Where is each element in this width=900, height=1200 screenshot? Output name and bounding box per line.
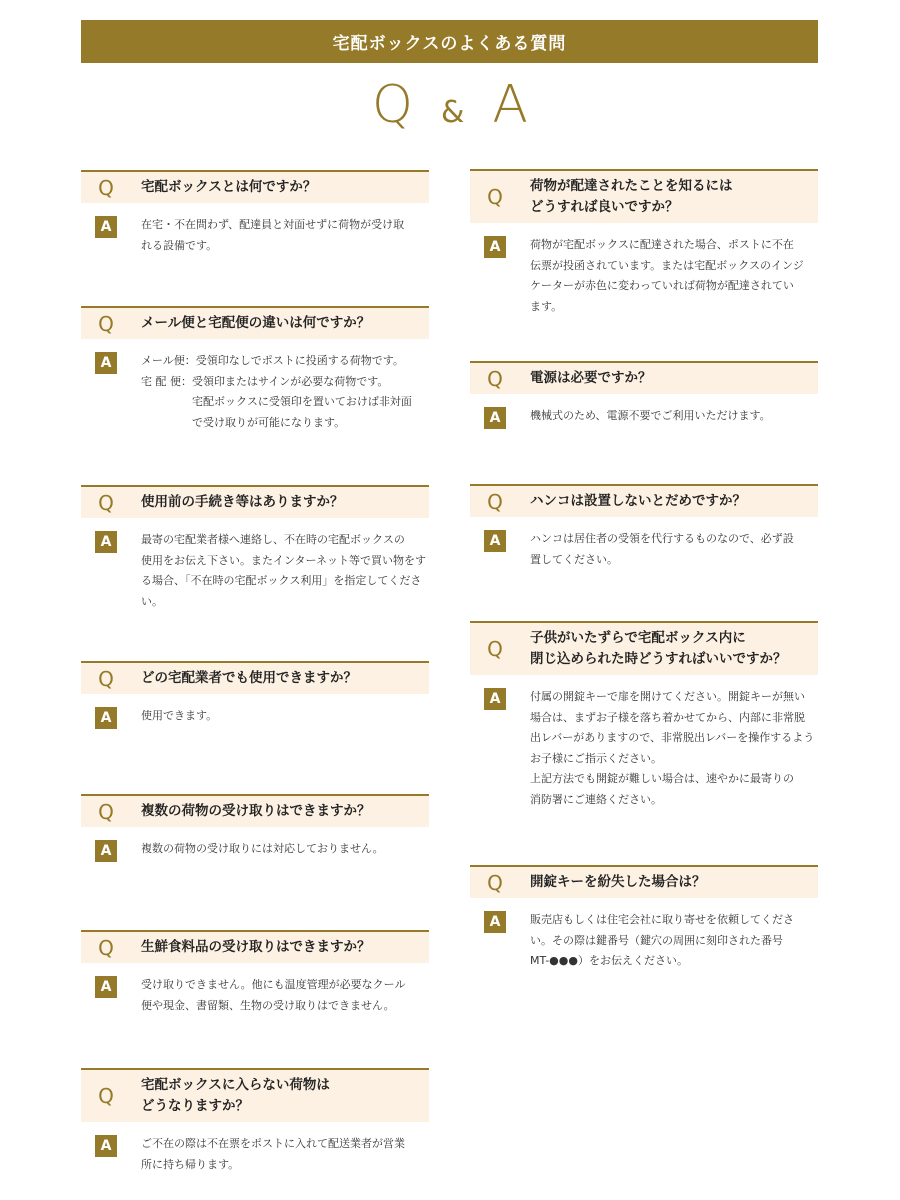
question-bar (81, 794, 429, 827)
page-header (81, 20, 818, 63)
question-text (131, 1070, 429, 1122)
answer-badge: A (95, 216, 117, 238)
faq-item (470, 865, 818, 972)
question-mark: Q (98, 1084, 114, 1108)
answer-line: れる設備です。 (141, 238, 218, 252)
question-bar (470, 621, 818, 675)
question-mark: Q (98, 666, 114, 691)
answer-badge: A (95, 976, 117, 998)
question-line: どうすれば良いですか？ (530, 199, 679, 215)
answer-line: お子様にご指示ください。 (530, 751, 662, 765)
answer-line: 便や現金、書留類、生物の受け取りはできません。 (141, 998, 395, 1012)
answer-line: 場合は、まずお子様を落ち着かせてから、内部に非常脱 (530, 710, 805, 724)
answer-row (470, 910, 818, 972)
faq-item (81, 306, 429, 433)
answer-badge: A (484, 236, 506, 258)
question-mark: Q (487, 637, 503, 661)
answer-line: る場合、「不在時の宅配ボックス利用」を指定してくださ (141, 574, 422, 587)
answer-line: 複数の荷物の受け取りには対応しておりません。 (141, 842, 384, 855)
definition-desc (196, 351, 429, 372)
question-bar (81, 661, 429, 694)
answer-line: 受領印なしでポストに投函する荷物です。 (195, 354, 404, 367)
answer-badge: A (95, 840, 117, 862)
question-bar (470, 865, 818, 898)
question-mark: Q (98, 935, 114, 960)
question-line: どの宅配業者でも使用できますか？ (141, 670, 357, 686)
answer-line: 受領印またはサインが必要な荷物です。 (192, 374, 389, 388)
answer-row (470, 406, 818, 429)
answer-text (141, 351, 429, 433)
question-bar (81, 485, 429, 518)
answer-line: 上記方法でも開錠が難しい場合は、速やかに最寄りの (530, 772, 794, 785)
answer-badge: A (95, 531, 117, 553)
faq-item (81, 661, 429, 729)
question-line: 生鮮食料品の受け取りはできますか？ (141, 939, 371, 955)
question-line: 電源は必要ですか？ (530, 370, 652, 386)
answer-row (81, 530, 429, 612)
answer-badge: A (484, 911, 506, 933)
answer-row (470, 687, 818, 810)
answer-line: MT-●●●）をお伝えください。 (530, 954, 688, 967)
answer-text (530, 235, 818, 317)
answer-line: 最寄の宅配業者様へ連絡し、不在時の宅配ボックスの (141, 533, 405, 546)
question-mark: Q (487, 870, 503, 895)
answer-line: 伝票が投函されています。または宅配ボックスのインジ (530, 258, 804, 272)
answer-badge: A (484, 407, 506, 429)
answer-line: ケーターが赤色に変わっていれば荷物が配達されてい (530, 279, 794, 292)
answer-text (530, 406, 818, 427)
answer-line: い。その際は鍵番号（鍵穴の周囲に刻印された番号 (530, 933, 783, 947)
question-line: どうなりますか？ (141, 1098, 249, 1114)
question-text (131, 308, 429, 339)
answer-line: 所に持ち帰ります。 (141, 1157, 240, 1171)
faq-item (81, 485, 429, 612)
question-bar (470, 484, 818, 517)
question-line: メール便と宅配便の違いは何ですか？ (141, 315, 371, 331)
question-text (131, 172, 429, 203)
definition-term: メール便： (141, 354, 196, 367)
question-text (520, 171, 818, 223)
answer-line: 荷物が宅配ボックスに配達された場合、ポストに不在 (530, 238, 794, 251)
answer-text (141, 706, 429, 727)
qa-heading-amp: & (440, 94, 465, 130)
answer-row (81, 975, 429, 1016)
question-text (520, 623, 818, 675)
answer-line: 消防署にご連絡ください。 (530, 792, 662, 806)
question-line: 宅配ボックスに入らない荷物は (141, 1077, 330, 1093)
answer-line: 出レバーがありますので、非常脱出レバーを操作するよう (530, 731, 815, 744)
question-bar (81, 1068, 429, 1122)
answer-badge: A (95, 352, 117, 374)
answer-text (530, 529, 818, 570)
question-line: 宅配ボックスとは何ですか？ (141, 179, 317, 195)
question-mark: Q (98, 175, 114, 200)
question-mark: Q (98, 311, 114, 336)
question-line: ハンコは設置しないとだめですか？ (530, 493, 746, 509)
question-line: 開錠キーを紛失した場合は？ (530, 874, 706, 890)
answer-badge: A (95, 707, 117, 729)
answer-line: 使用をお伝え下さい。またインターネット等で買い物をす (141, 553, 427, 567)
faq-item (81, 794, 429, 862)
question-mark: Q (98, 490, 114, 515)
answer-line: 販売店もしくは住宅会社に取り寄せを依頼してくださ (530, 913, 794, 926)
qa-heading-a: A (492, 75, 528, 135)
question-text (520, 867, 818, 898)
answer-line: 機械式のため、電源不要でご利用いただけます。 (530, 409, 771, 422)
answer-line: ます。 (530, 299, 563, 313)
question-bar (470, 169, 818, 223)
definition-term: 宅 配 便： (141, 374, 192, 388)
answer-row (81, 351, 429, 433)
answer-line: ハンコは居住者の受領を代行するものなので、必ず設 (530, 532, 794, 545)
question-text (520, 486, 818, 517)
question-bar (81, 170, 429, 203)
question-bar (81, 930, 429, 963)
answer-text (141, 1134, 429, 1175)
answer-line: ご不在の際は不在票をポストに入れて配送業者が営業 (141, 1137, 405, 1150)
question-text (131, 487, 429, 518)
answer-badge: A (484, 688, 506, 710)
question-bar (81, 306, 429, 339)
question-mark: Q (487, 366, 503, 391)
answer-text (530, 687, 818, 810)
page-title: 宅配ボックスのよくある質問 (332, 34, 567, 54)
answer-line: 受け取りできません。他にも温度管理が必要なクール (141, 978, 406, 991)
answer-line: 使用できます。 (141, 709, 218, 722)
answer-badge: A (95, 1135, 117, 1157)
faq-item (470, 484, 818, 570)
question-line: 閉じ込められた時どうすればいいですか？ (530, 651, 787, 667)
answer-row (470, 235, 818, 317)
answer-line: 在宅・不在問わず、配達員と対面せずに荷物が受け取 (141, 218, 405, 231)
answer-row (81, 1134, 429, 1175)
question-line: 荷物が配達されたことを知るには (530, 178, 733, 194)
qa-heading-q: Q (372, 75, 413, 135)
answer-row (81, 215, 429, 256)
answer-line: 付属の開錠キーで扉を開けてください。開錠キーが無い (530, 690, 805, 703)
faq-item (81, 170, 429, 256)
question-line: 子供がいたずらで宅配ボックス内に (530, 630, 746, 646)
faq-item (470, 621, 818, 810)
faq-item (81, 1068, 429, 1175)
answer-line: 宅配ボックスに受領印を置いておけば非対面 (192, 395, 412, 408)
question-mark: Q (487, 185, 503, 209)
answer-row (81, 706, 429, 729)
answer-row (470, 529, 818, 570)
question-line: 使用前の手続き等はありますか？ (141, 494, 344, 510)
answer-definition (141, 351, 429, 372)
question-bar (470, 361, 818, 394)
question-mark: Q (487, 489, 503, 514)
question-mark: Q (98, 799, 114, 824)
answer-line: い。 (141, 594, 163, 608)
qa-heading (0, 70, 900, 140)
question-line: 複数の荷物の受け取りはできますか？ (141, 803, 371, 819)
answer-row (81, 839, 429, 862)
answer-text (141, 975, 429, 1016)
question-text (131, 796, 429, 827)
answer-badge: A (484, 530, 506, 552)
answer-text (530, 910, 818, 972)
answer-text (141, 839, 429, 860)
faq-item (470, 361, 818, 429)
faq-item (470, 169, 818, 317)
answer-line: 置してください。 (530, 552, 618, 566)
answer-text (141, 530, 429, 612)
question-text (520, 363, 818, 394)
answer-text (141, 215, 429, 256)
faq-item (81, 930, 429, 1016)
answer-line: で受け取りが可能になります。 (192, 415, 346, 429)
answer-definition (141, 372, 429, 434)
question-text (131, 932, 429, 963)
definition-desc (192, 372, 429, 434)
question-text (131, 663, 429, 694)
